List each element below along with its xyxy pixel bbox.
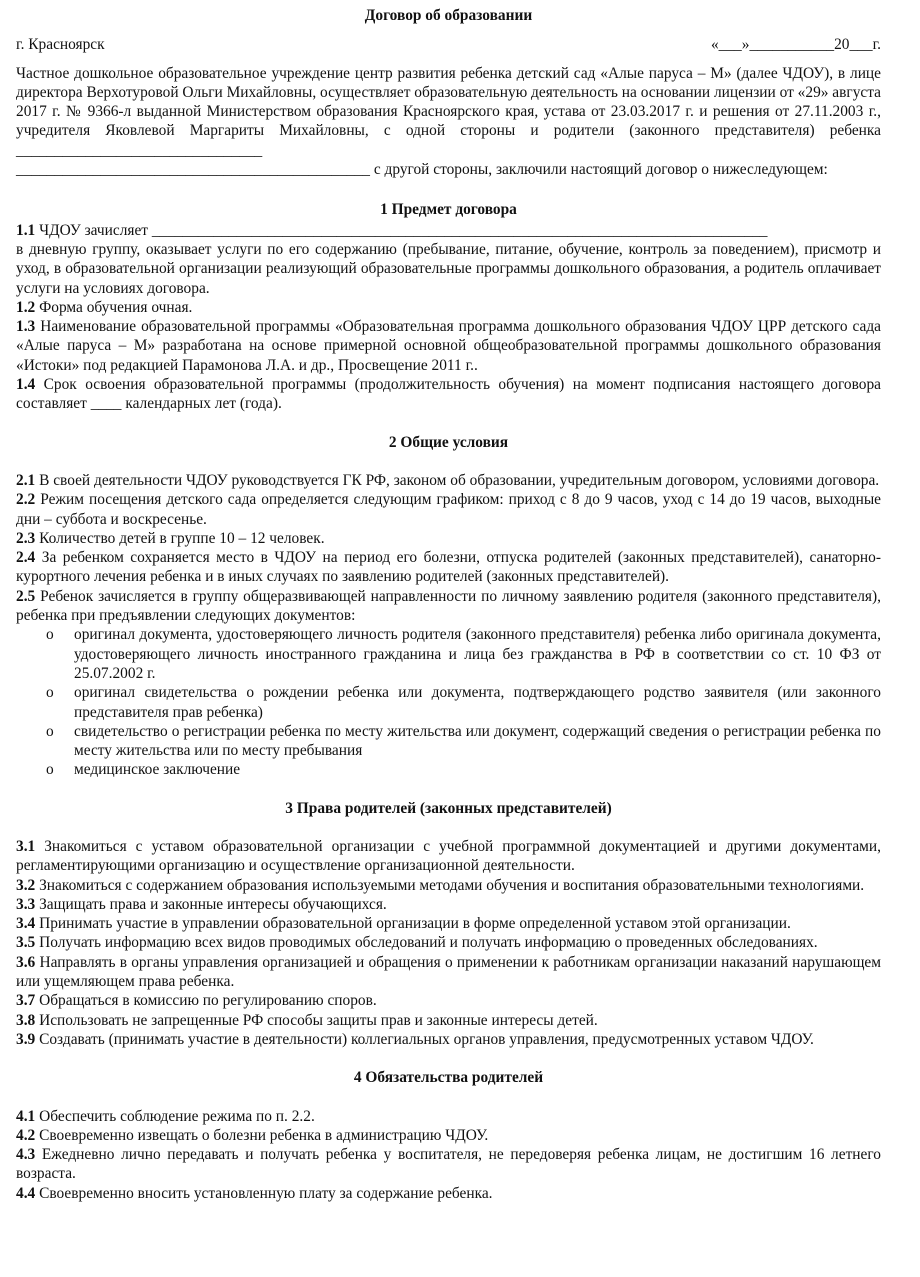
clause-number: 3.2	[16, 876, 36, 894]
clause-number: 2.4	[16, 549, 36, 567]
clause-number: 3.1	[16, 837, 36, 855]
clause-text: Направлять в органы управления организацией и обращения о применении к работникам организации наказаний нарушающем или ущемляющем права ребенка.	[16, 953, 881, 991]
clause-1-3	[16, 317, 881, 375]
clause-text: Знакомиться с уставом образовательной организации с учебной программной документацией и другими документами, регламентирующими организацию и осуществление организационной деятельности.	[16, 837, 881, 875]
intro-paragraph: Частное дошкольное образовательное учреждение центр развития ребенка детский сад «Алые паруса – М» (далее ЧДОУ), в лице директора Верхотуровой Ольги Михайловны, осуществляет образовательную деятельность на основании лицензии от «29» августа 2017 г. № 9366-л выданной Министерством образования Красноярского края, устава от 23.03.2017 г. и решения от 27.11.2003 г., учредителя Яковлевой Маргариты Михайловны, с одной стороны и родители (законного представителя) ребенка ________________________________	[16, 64, 881, 159]
documents-list	[16, 625, 881, 779]
list-item-text: свидетельство о регистрации ребенка по месту жительства или документ, содержащий сведения о регистрации ребенка по месту жительства или по месту пребывания	[74, 722, 881, 760]
list-item-text: оригинал документа, удостоверяющего личность родителя (законного представителя) ребенка либо оригинала документа, удостоверяющего личность иностранного гражданина и лица без гражданства в РФ в соответствии со ст. 10 ФЗ от 25.07.2002 г.	[74, 626, 881, 682]
clause-1-1	[16, 221, 881, 240]
document-title: Договор об образовании	[364, 7, 533, 24]
clause-number: 2.3	[16, 529, 36, 547]
clause-text: Защищать права и законные интересы обучающихся.	[35, 895, 387, 913]
clause-text: Принимать участие в управлении образовательной организации в форме определенной уставом этой организации.	[35, 915, 791, 933]
clause-text: Срок освоения образовательной программы (продолжительность обучения) на момент подписания настоящего договора составляет ____ календарных лет (года).	[16, 376, 881, 413]
clause-text: В своей деятельности ЧДОУ руководствуется ГК РФ, законом об образовании, учредительным договором, условиями договора.	[35, 471, 880, 489]
clause-number: 3.4	[16, 915, 36, 933]
clause-text: Ребенок зачисляется в группу общеразвивающей направленности по личному заявлению родителя (законного представителя), ребенка при предъявлении следующих документов:	[16, 587, 881, 625]
clause-2-5	[16, 587, 881, 626]
clause-text: Количество детей в группе 10 – 12 человек.	[35, 529, 325, 547]
city-label: г. Красноярск	[16, 36, 105, 54]
clause-number: 4.3	[16, 1146, 36, 1164]
clause-text: Своевременно вносить установленную плату за содержание ребенка.	[35, 1184, 493, 1202]
section-heading-2: 2 Общие условия	[388, 433, 509, 451]
clause-3-6	[16, 953, 881, 992]
clause-number: 1.3	[16, 318, 36, 336]
clause-1-2	[16, 298, 881, 317]
clause-number: 2.5	[16, 587, 36, 605]
clause-4-4	[16, 1184, 881, 1203]
clause-text: Наименование образовательной программы «Образовательная программа дошкольного образования ЧДОУ ЦРР детского сада «Алые паруса – М» разработана на основе примерной основной общеобразовательной программы дошкольного образования «Истоки» под редакцией Парамонова Л.А. и др., Просвещение 2011 г..	[16, 318, 881, 374]
date-blank: «___»___________20___г.	[710, 36, 881, 54]
clause-3-7	[16, 991, 881, 1010]
clause-3-4	[16, 914, 881, 933]
bullet-marker: o	[46, 684, 54, 702]
clause-text: ЧДОУ зачисляет ________________________________________________________________________________	[35, 221, 768, 239]
clause-text: Форма обучения очная.	[35, 298, 193, 316]
clause-4-1	[16, 1107, 881, 1126]
clause-text: Ежедневно лично передавать и получать ребенка у воспитателя, не передоверяя ребенка лицам, не достигшим 16 летнего возраста.	[16, 1146, 881, 1183]
list-item	[16, 760, 881, 779]
section-heading-1: 1 Предмет договора	[380, 201, 517, 219]
section-heading-3: 3 Права родителей (законных представителей)	[285, 799, 612, 817]
clause-number: 4.4	[16, 1184, 36, 1202]
clause-4-3	[16, 1145, 881, 1184]
clause-number: 3.3	[16, 895, 36, 913]
clause-number: 3.6	[16, 953, 36, 971]
city-date-line	[16, 35, 881, 54]
clause-number: 1.1	[16, 221, 36, 239]
clause-text: Знакомиться с содержанием образования используемыми методами обучения и воспитания образовательными технологиями.	[35, 876, 865, 894]
clause-4-2	[16, 1126, 881, 1145]
clause-3-8	[16, 1011, 881, 1030]
clause-2-3	[16, 529, 881, 548]
clause-text: Своевременно извещать о болезни ребенка в администрацию ЧДОУ.	[35, 1126, 489, 1144]
contract-body	[16, 6, 881, 1203]
clause-number: 3.9	[16, 1030, 36, 1048]
clause-2-1	[16, 471, 881, 490]
list-item-text: оригинал свидетельства о рождении ребенка или документа, подтверждающего родство заявителя (или законного представителя прав ребенка)	[74, 684, 881, 721]
clause-text: За ребенком сохраняется место в ЧДОУ на период его болезни, отпуска родителей (законных представителей), санаторно-курортного лечения ребенка и в иных случаях по заявлению родителей (законных представителей).	[16, 549, 881, 586]
section-heading-4: 4 Обязательства родителей	[353, 1069, 544, 1087]
list-item	[16, 683, 881, 722]
clause-number: 3.7	[16, 992, 36, 1010]
clause-3-2	[16, 876, 881, 895]
clause-3-3	[16, 895, 881, 914]
clause-text: в дневную группу, оказывает услуги по его содержанию (пребывание, питание, обучение, контроль за поведением), присмотр и уход, в образовательной организации реализующий образовательные программы дошкольного образования, а родитель оплачивает услуги на условиях договора.	[16, 240, 881, 297]
clause-number: 3.5	[16, 934, 36, 952]
intro-paragraph-continuation: ______________________________________________ с другой стороны, заключили настоящий договор о нижеследующем:	[16, 161, 828, 179]
list-item	[16, 722, 881, 761]
clause-number: 3.8	[16, 1011, 36, 1029]
bullet-marker: o	[46, 761, 54, 779]
list-item-text: медицинское заключение	[74, 761, 241, 779]
clause-text: Обращаться в комиссию по регулированию споров.	[35, 992, 377, 1010]
clause-number: 4.1	[16, 1107, 36, 1125]
clause-2-4	[16, 548, 881, 587]
clause-number: 2.2	[16, 491, 36, 509]
clause-number: 1.4	[16, 376, 36, 394]
clause-text: Режим посещения детского сада определяется следующим графиком: приход с 8 до 9 часов, уход с 14 до 19 часов, выходные дни – суббота и воскресенье.	[16, 491, 881, 528]
clause-2-2	[16, 490, 881, 529]
clause-text: Получать информацию всех видов проводимых обследований и получать информацию о проведенных обследованиях.	[35, 934, 818, 952]
clause-number: 2.1	[16, 471, 36, 489]
clause-3-9	[16, 1030, 881, 1049]
clause-number: 4.2	[16, 1126, 36, 1144]
clause-3-5	[16, 933, 881, 952]
bullet-marker: o	[46, 722, 54, 740]
clause-3-1	[16, 837, 881, 876]
clause-1-1-continuation	[16, 240, 881, 298]
clause-text: Использовать не запрещенные РФ способы защиты прав и законные интересы детей.	[35, 1011, 598, 1029]
clause-text: Создавать (принимать участие в деятельности) коллегиальных органов управления, предусмотренных уставом ЧДОУ.	[35, 1030, 814, 1048]
clause-1-4	[16, 375, 881, 414]
clause-text: Обеспечить соблюдение режима по п. 2.2.	[35, 1107, 315, 1125]
clause-number: 1.2	[16, 298, 36, 316]
bullet-marker: o	[46, 626, 54, 644]
list-item	[16, 625, 881, 683]
